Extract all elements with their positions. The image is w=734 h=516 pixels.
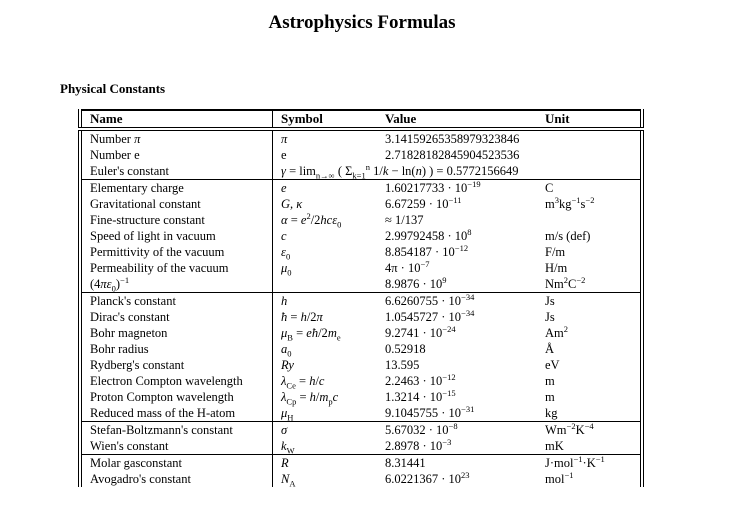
text-segment: −34 — [461, 291, 475, 302]
text-segment: eV — [545, 358, 560, 372]
constant-value — [377, 405, 537, 422]
text-segment: 6.67259 · 10 — [385, 197, 449, 211]
text-segment: = — [295, 374, 310, 388]
text-segment: n — [365, 161, 370, 172]
table-row — [80, 244, 642, 260]
text-segment: μ — [281, 261, 288, 275]
constant-unit — [537, 228, 642, 244]
text-segment: Avogadro's constant — [90, 472, 191, 486]
text-segment: e — [281, 148, 287, 162]
text-segment: W — [286, 445, 295, 456]
page-title: Astrophysics Formulas — [268, 12, 456, 33]
table-row — [80, 212, 642, 228]
constant-name — [80, 389, 273, 405]
text-segment: −1 — [573, 453, 583, 464]
table-row — [80, 389, 642, 405]
constant-unit — [537, 438, 642, 455]
text-segment: −19 — [467, 178, 481, 189]
text-segment: 2 — [563, 274, 568, 285]
text-segment: Gravitational constant — [90, 197, 201, 211]
constant-name — [80, 455, 273, 472]
text-segment: ) — [115, 277, 121, 291]
text-segment: hcε — [320, 213, 338, 227]
text-segment: Bohr magneton — [90, 326, 168, 340]
text-segment: h — [281, 294, 288, 308]
constant-value — [377, 260, 537, 276]
constant-name — [80, 438, 273, 455]
text-segment: h — [300, 310, 307, 324]
constant-symbol — [273, 196, 378, 212]
text-segment: c — [332, 390, 339, 404]
table-row — [80, 276, 642, 293]
text-segment: p — [328, 396, 333, 407]
table-row — [80, 422, 642, 439]
text-segment: n→∞ — [315, 170, 335, 181]
text-segment: = — [292, 326, 307, 340]
constant-unit — [537, 147, 642, 163]
constant-unit — [537, 422, 642, 439]
constant-symbol — [273, 147, 378, 163]
constant-unit — [537, 455, 642, 472]
constant-symbol — [273, 455, 378, 472]
text-segment: 8 — [467, 226, 472, 237]
constant-symbol — [273, 180, 378, 197]
constant-value — [377, 422, 537, 439]
text-segment: −12 — [442, 371, 456, 382]
table-row — [80, 373, 642, 389]
constant-name — [80, 309, 273, 325]
text-segment: ( — [334, 164, 346, 178]
constant-name — [80, 293, 273, 310]
table-header-row — [80, 110, 642, 129]
text-segment: 3 — [554, 194, 559, 205]
constant-symbol — [273, 228, 378, 244]
table-row — [80, 293, 642, 310]
text-segment: 0.52918 — [385, 342, 426, 356]
table-row — [80, 325, 642, 341]
text-segment: 2 — [306, 210, 311, 221]
text-segment: −2 — [585, 194, 595, 205]
constant-unit — [537, 373, 642, 389]
constant-unit — [537, 196, 642, 212]
text-segment: 13.595 — [385, 358, 420, 372]
text-segment: s — [580, 197, 586, 211]
text-segment: Speed of light in vacuum — [90, 229, 216, 243]
text-segment: α — [281, 213, 288, 227]
text-segment: Cp — [286, 396, 297, 407]
constant-name — [80, 325, 273, 341]
text-segment: −12 — [454, 242, 469, 253]
text-segment: mK — [545, 439, 564, 453]
text-segment: N — [281, 472, 290, 486]
constant-value — [377, 357, 537, 373]
text-segment: C — [568, 277, 577, 291]
text-segment: Euler's constant — [90, 164, 169, 178]
text-segment: 2 — [563, 323, 568, 334]
text-segment: λ — [281, 374, 287, 388]
constant-unit — [537, 405, 642, 422]
constant-name — [80, 163, 273, 180]
text-segment: Reduced mass of the H-atom — [90, 406, 236, 420]
text-segment: π — [316, 310, 323, 324]
text-segment: 6.0221367 · 10 — [385, 472, 462, 486]
text-segment: A — [289, 478, 296, 489]
text-segment: 3.14159265358979323846 — [385, 132, 520, 146]
constant-symbol — [273, 422, 378, 439]
text-segment: Number — [90, 132, 135, 146]
text-segment: a — [281, 342, 288, 356]
constant-unit — [537, 389, 642, 405]
constant-value — [377, 438, 537, 455]
text-segment: 1.0545727 · 10 — [385, 310, 462, 324]
text-segment: 8.31441 — [385, 456, 426, 470]
constant-formula — [273, 163, 643, 180]
table-row — [80, 260, 642, 276]
text-segment: −2 — [566, 420, 576, 431]
text-segment: 6.6260755 · 10 — [385, 294, 462, 308]
constant-unit — [537, 341, 642, 357]
text-segment: = lim — [285, 164, 316, 178]
text-segment: Dirac's constant — [90, 310, 170, 324]
text-segment: = — [287, 213, 301, 227]
constant-name — [80, 228, 273, 244]
constant-symbol — [273, 212, 378, 228]
physical-constants-table — [78, 109, 644, 487]
text-segment: Proton Compton wavelength — [90, 390, 234, 404]
text-segment: 2.99792458 · 10 — [385, 229, 468, 243]
table-row — [80, 129, 642, 147]
text-segment: 8.9876 · 10 — [385, 277, 443, 291]
text-segment: π — [134, 132, 141, 146]
text-segment: γ — [281, 164, 286, 178]
constant-symbol — [273, 325, 378, 341]
constant-value — [377, 196, 537, 212]
constant-symbol — [273, 276, 378, 293]
text-segment: 4π · 10 — [385, 261, 421, 275]
table-row — [80, 405, 642, 422]
text-segment: e — [281, 181, 287, 195]
constant-symbol — [273, 244, 378, 260]
constant-symbol — [273, 293, 378, 310]
constant-symbol — [273, 373, 378, 389]
constant-value — [377, 276, 537, 293]
text-segment: Am — [545, 326, 564, 340]
constant-value — [377, 455, 537, 472]
constant-name — [80, 244, 273, 260]
constant-name — [80, 196, 273, 212]
text-segment: Bohr radius — [90, 342, 149, 356]
text-segment: −2 — [576, 274, 586, 285]
text-segment: λ — [281, 390, 287, 404]
text-segment: k=1 — [352, 170, 366, 181]
text-segment: Nm — [545, 277, 564, 291]
header-name: Name — [80, 110, 273, 129]
header-value: Value — [377, 110, 537, 129]
text-segment: −4 — [584, 420, 594, 431]
text-segment: / — [315, 374, 319, 388]
text-segment: 9.1045755 · 10 — [385, 406, 462, 420]
constant-symbol — [273, 357, 378, 373]
text-segment: Molar gasconstant — [90, 456, 182, 470]
text-segment: = — [287, 310, 301, 324]
constant-symbol — [273, 260, 378, 276]
table-row — [80, 471, 642, 487]
text-segment: 2.2463 · 10 — [385, 374, 443, 388]
constant-symbol — [273, 341, 378, 357]
constant-unit — [537, 325, 642, 341]
text-segment: m — [319, 390, 329, 404]
text-segment: π — [281, 132, 288, 146]
text-segment: / — [315, 390, 320, 404]
text-segment: − ln( — [388, 164, 416, 178]
constant-value — [377, 309, 537, 325]
text-segment: /2 — [306, 310, 317, 324]
text-segment: k — [281, 439, 287, 453]
text-segment: Permeability of the vacuum — [90, 261, 229, 275]
constant-value — [377, 147, 537, 163]
text-segment: 1.3214 · 10 — [385, 390, 443, 404]
text-segment: J·mol — [545, 456, 574, 470]
text-segment: H/m — [545, 261, 568, 275]
text-segment: Electron Compton wavelength — [90, 374, 243, 388]
text-segment: m/s (def) — [545, 229, 591, 243]
constant-symbol — [273, 389, 378, 405]
constant-value — [377, 325, 537, 341]
table-row — [80, 341, 642, 357]
constant-name — [80, 129, 273, 147]
text-segment: ·K — [582, 456, 596, 470]
text-segment: /2 — [318, 326, 328, 340]
text-segment: 0 — [287, 267, 292, 278]
constant-value — [377, 389, 537, 405]
text-segment: kg — [545, 406, 558, 420]
text-segment: σ — [281, 423, 288, 437]
constant-value — [377, 180, 537, 197]
constant-name — [80, 341, 273, 357]
constant-unit — [537, 260, 642, 276]
text-segment: H — [287, 412, 294, 423]
text-segment: n — [415, 164, 422, 178]
text-segment: 8.854187 · 10 — [385, 245, 455, 259]
text-segment: kg — [558, 197, 572, 211]
constant-value — [377, 228, 537, 244]
text-segment: Planck's constant — [90, 294, 176, 308]
constant-unit — [537, 471, 642, 487]
text-segment: Wm — [545, 423, 567, 437]
text-segment: −34 — [461, 307, 475, 318]
text-segment: −31 — [461, 403, 475, 414]
constant-name — [80, 276, 273, 293]
constant-name — [80, 147, 273, 163]
constant-value — [377, 212, 537, 228]
constant-name — [80, 180, 273, 197]
constant-symbol — [273, 129, 378, 147]
text-segment: −24 — [442, 323, 456, 334]
text-segment: −1 — [564, 469, 574, 480]
text-segment: −3 — [442, 436, 452, 447]
table-row — [80, 455, 642, 472]
text-segment: Ce — [286, 380, 296, 391]
text-segment: 5.67032 · 10 — [385, 423, 449, 437]
table-row — [80, 228, 642, 244]
text-segment: ħ — [281, 310, 288, 324]
constant-name — [80, 405, 273, 422]
text-segment: Wien's constant — [90, 439, 169, 453]
text-segment: Rydberg's constant — [90, 358, 185, 372]
constant-name — [80, 373, 273, 389]
text-segment: 0 — [337, 219, 342, 230]
constant-unit — [537, 129, 642, 147]
constant-value — [377, 373, 537, 389]
constant-symbol — [273, 471, 378, 487]
text-segment: πε — [100, 277, 112, 291]
text-segment: −1 — [120, 274, 130, 285]
text-segment: /2 — [310, 213, 321, 227]
constant-name — [80, 471, 273, 487]
text-segment: C — [545, 181, 554, 195]
constant-unit — [537, 309, 642, 325]
text-segment: e — [300, 213, 307, 227]
text-segment: G, κ — [281, 197, 303, 211]
constant-unit — [537, 293, 642, 310]
table-row — [80, 357, 642, 373]
constant-unit — [537, 357, 642, 373]
text-segment: 2.71828182845904523536 — [385, 148, 520, 162]
text-segment: Number e — [90, 148, 140, 162]
constant-value — [377, 244, 537, 260]
text-segment: Js — [545, 294, 555, 308]
header-symbol: Symbol — [273, 110, 378, 129]
constant-name — [80, 422, 273, 439]
constant-name — [80, 212, 273, 228]
text-segment: Å — [545, 342, 555, 356]
constant-name — [80, 357, 273, 373]
text-segment: 1/ — [369, 164, 383, 178]
text-segment: ≈ 1/137 — [385, 213, 424, 227]
text-segment: ) ) = 0.5772156649 — [421, 164, 519, 178]
text-segment: B — [287, 332, 293, 343]
text-segment: Σ — [345, 164, 353, 178]
text-segment: μ — [281, 326, 288, 340]
text-segment: Elementary charge — [90, 181, 184, 195]
table-row — [80, 147, 642, 163]
table-row — [80, 163, 642, 180]
text-segment: Stefan-Boltzmann's constant — [90, 423, 233, 437]
text-segment: Fine-structure constant — [90, 213, 205, 227]
text-segment: h — [309, 390, 316, 404]
text-segment: −7 — [420, 258, 430, 269]
constant-value — [377, 129, 537, 147]
text-segment: m — [545, 197, 555, 211]
text-segment: F/m — [545, 245, 566, 259]
text-segment: = — [296, 390, 310, 404]
text-segment: 0 — [111, 283, 116, 294]
header-unit: Unit — [537, 110, 642, 129]
text-segment: −1 — [595, 453, 605, 464]
text-segment: −15 — [442, 387, 456, 398]
text-segment: 1.60217733 · 10 — [385, 181, 468, 195]
text-segment: c — [318, 374, 325, 388]
table-row — [80, 309, 642, 325]
text-segment: 0 — [287, 348, 292, 359]
constant-unit — [537, 244, 642, 260]
text-segment: Ry — [281, 358, 294, 372]
constant-name — [80, 260, 273, 276]
text-segment: (4 — [90, 277, 101, 291]
text-segment: mol — [545, 472, 565, 486]
text-segment: m — [545, 390, 555, 404]
constant-unit — [537, 180, 642, 197]
text-segment: m — [327, 326, 337, 340]
constant-value — [377, 341, 537, 357]
text-segment: c — [281, 229, 287, 243]
text-segment: −8 — [448, 420, 458, 431]
constant-symbol — [273, 309, 378, 325]
text-segment: e — [336, 332, 341, 343]
table-row — [80, 180, 642, 197]
text-segment: m — [545, 374, 555, 388]
constant-value — [377, 471, 537, 487]
text-segment: 0 — [285, 251, 291, 262]
table-row — [80, 438, 642, 455]
table-row — [80, 196, 642, 212]
text-segment: 9 — [442, 274, 447, 285]
text-segment: −11 — [448, 194, 462, 205]
text-segment: 23 — [461, 469, 470, 480]
section-heading: Physical Constants — [60, 81, 166, 96]
text-segment: R — [281, 456, 289, 470]
text-segment: h — [309, 374, 316, 388]
text-segment: K — [575, 423, 585, 437]
constant-unit — [537, 212, 642, 228]
text-segment: Js — [545, 310, 555, 324]
text-segment: μ — [281, 406, 288, 420]
text-segment: 9.2741 · 10 — [385, 326, 443, 340]
constant-symbol — [273, 405, 378, 422]
text-segment: −1 — [571, 194, 581, 205]
text-segment: 2.8978 · 10 — [385, 439, 443, 453]
text-segment: eħ — [306, 326, 319, 340]
constant-unit — [537, 276, 642, 293]
constant-symbol — [273, 438, 378, 455]
constant-value — [377, 293, 537, 310]
text-segment: Permittivity of the vacuum — [90, 245, 225, 259]
text-segment: k — [382, 164, 389, 178]
text-segment: ε — [281, 245, 286, 259]
